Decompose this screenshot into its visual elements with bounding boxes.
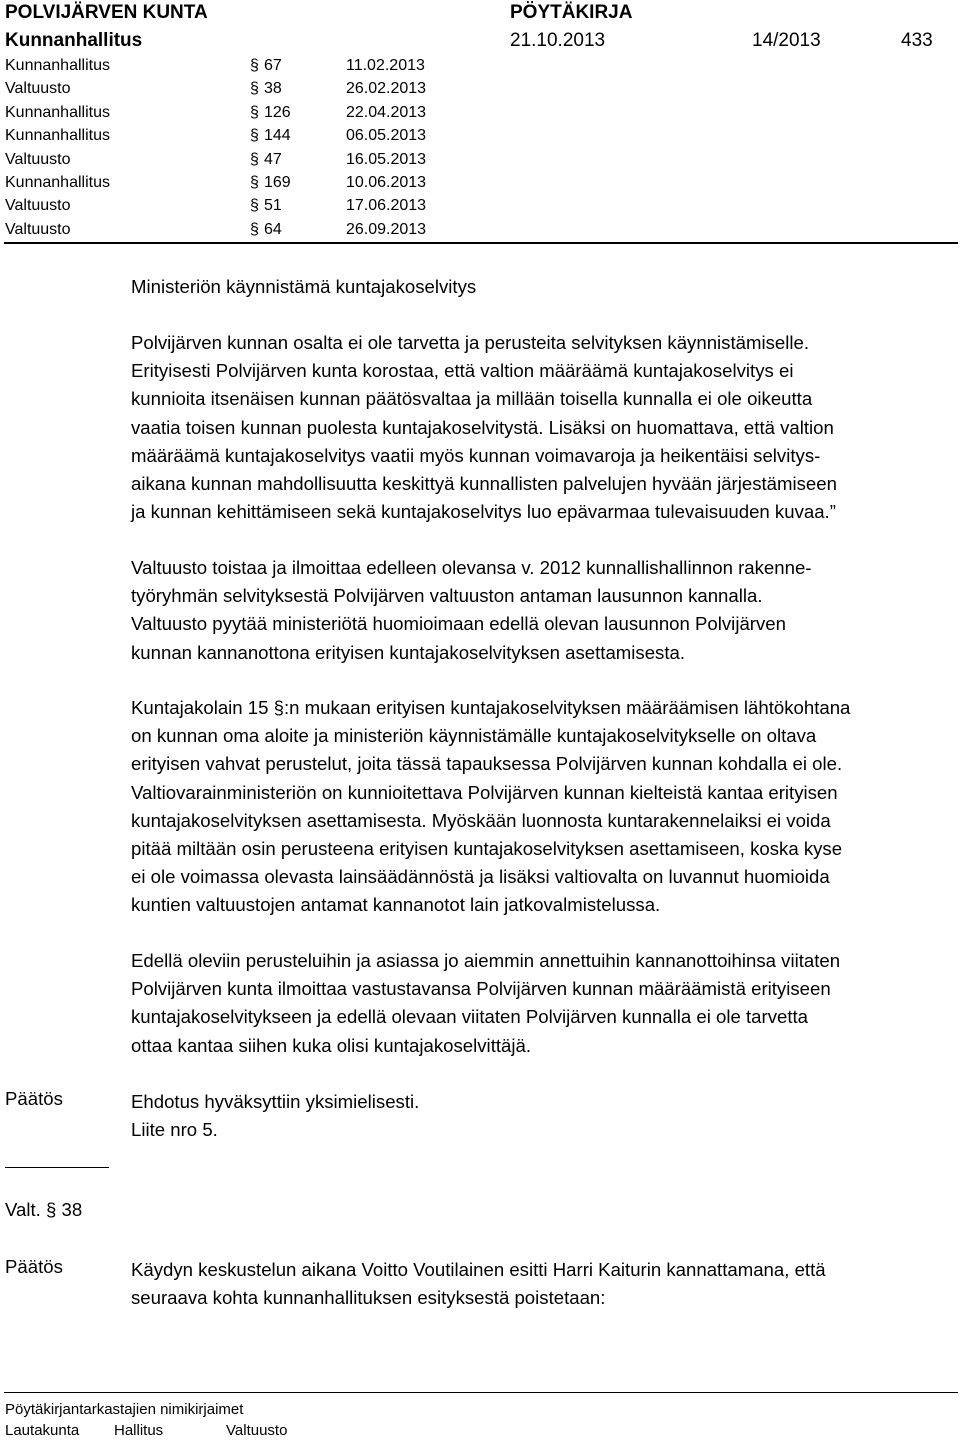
history-organ: Kunnanhallitus: [5, 57, 110, 74]
history-date: 10.06.2013: [346, 174, 427, 191]
history-date: 22.04.2013: [346, 103, 427, 121]
paragraph-line: ei ole voimassa olevasta lainsäädännöstä ja lisäksi valtiovalta on luvannut huomioida: [131, 866, 830, 888]
paragraph-line: Kuntajakolain 15 §:n mukaan erityisen kuntajakoselvityksen määräämisen lähtökohtana: [131, 697, 851, 718]
paragraph-line: määräämä kuntajakoselvitys vaatii myös kunnan voimavaroja ja heikentäisi selvitys-: [131, 444, 821, 466]
history-section-number: 47: [264, 150, 282, 168]
footer-col-council: Valtuusto: [226, 1422, 288, 1439]
paragraph-line: Valtuusto toistaa ja ilmoittaa edelleen olevansa v. 2012 kunnallishallinnon rakenne-: [131, 557, 812, 578]
history-organ: Valtuusto: [5, 197, 71, 215]
paragraph-line: ottaa kantaa siihen kuka olisi kuntajakoselvittäjä.: [131, 1034, 532, 1056]
paragraph-line: Polvijärven kunta ilmoittaa vastustavansa Polvijärven kunnan määräämistä erityiseen: [131, 978, 831, 1000]
decision-label: Päätös: [5, 1088, 63, 1109]
footer-col-board: Lautakunta: [5, 1422, 80, 1439]
section-sign: §: [250, 174, 259, 191]
section-sign: §: [250, 103, 259, 121]
decision-2-text: [131, 1256, 951, 1312]
paragraph-line: aikana kunnan mahdollisuutta keskittyä kunnallisten palvelujen hyvään järjestämiseen: [131, 473, 837, 495]
history-organ: Valtuusto: [5, 150, 71, 168]
section-sign: §: [250, 220, 259, 238]
history-section-number: 38: [264, 80, 282, 98]
history-organ: Valtuusto: [5, 220, 71, 238]
paragraph-line: pitää miltään osin perusteena erityisen kuntajakoselvityksen asettamiseen, koska kyse: [131, 838, 843, 860]
paragraph-line: Polvijärven kunnan osalta ei ole tarvetta ja perusteita selvityksen käynnistämiselle.: [131, 332, 809, 353]
municipality-name: POLVIJÄRVEN KUNTA: [5, 2, 208, 23]
paragraph-line: kunnan kannanottona erityisen kuntajakoselvityksen asettamisesta.: [131, 641, 686, 663]
paragraph-line: kuntajakoselvityksen asettamisesta. Myöskään luonnosta kuntarakennelaiksi ei voida: [131, 809, 831, 831]
paragraph-line: kuntien valtuustojen antamat kannanotot lain jatkovalmistelussa.: [131, 894, 661, 916]
paragraph-line: ja kunnan kehittämiseen sekä kuntajakoselvitys luo epävarmaa tulevaisuuden kuvaa.”: [131, 501, 836, 523]
history-organ: Kunnanhallitus: [5, 127, 110, 145]
council-reference: Valt. § 38: [5, 1199, 83, 1220]
history-section-number: 126: [264, 103, 291, 121]
decision-line: Käydyn keskustelun aikana Voitto Voutilainen esitti Harri Kaiturin kannattamana, että: [131, 1259, 826, 1280]
section-sign: §: [250, 80, 259, 98]
governing-body: Kunnanhallitus: [5, 30, 143, 51]
paragraph-line: Edellä oleviin perusteluihin ja asiassa jo aiemmin annettuihin kannanottoihinsa viitaten: [131, 950, 841, 971]
history-section-number: 144: [264, 127, 291, 145]
section-sign: §: [250, 197, 259, 215]
decision-line: Liite nro 5.: [131, 1119, 218, 1141]
header-divider: [4, 242, 958, 244]
decision-label: Päätös: [5, 1256, 63, 1277]
issue-number: 14/2013: [752, 30, 821, 51]
history-date: 06.05.2013: [346, 127, 427, 145]
paragraph-line: Erityisesti Polvijärven kunta korostaa, että valtion määräämä kuntajakoselvitys ei: [131, 360, 794, 382]
history-date: 26.09.2013: [346, 220, 427, 238]
history-date: 26.02.2013: [346, 80, 427, 98]
history-date: 11.02.2013: [346, 57, 425, 74]
footer-col-executive: Hallitus: [114, 1422, 164, 1439]
paragraph-line: kunnioita itsenäisen kunnan päätösvaltaa ja millään toisella kunnalla ei ole oikeutta: [131, 388, 813, 410]
history-section-number: 51: [264, 197, 282, 215]
paragraph-line: on kunnan oma aloite ja ministeriön käynnistämälle kuntajakoselvitykselle on oltava: [131, 725, 817, 747]
history-organ: Kunnanhallitus: [5, 103, 110, 121]
section-sign: §: [250, 57, 259, 74]
signature-underline: [5, 1167, 109, 1168]
history-date: 16.05.2013: [346, 150, 427, 168]
footer-divider: [4, 1392, 958, 1393]
history-section-number: 64: [264, 220, 282, 238]
paragraph-1: [131, 329, 951, 526]
section-sign: §: [250, 150, 259, 168]
section-sign: §: [250, 127, 259, 145]
history-date: 17.06.2013: [346, 197, 427, 215]
paragraph-2: [131, 554, 951, 667]
paragraph-line: erityisen vahvat perustelut, joita tässä tapauksessa Polvijärven kunnan kohdalla ei ole.: [131, 753, 843, 775]
history-organ: Valtuusto: [5, 80, 71, 98]
paragraph-line: Valtuusto pyytää ministeriötä huomioimaan edellä olevan lausunnon Polvijärven: [131, 613, 786, 635]
history-organ: Kunnanhallitus: [5, 174, 110, 191]
agenda-item-title: Ministeriön käynnistämä kuntajakoselvitys: [131, 276, 477, 297]
paragraph-4: [131, 947, 951, 1060]
page-number: 433: [901, 30, 933, 51]
paragraph-3: [131, 694, 951, 920]
decision-line: seuraava kohta kunnanhallituksen esityksestä poistetaan:: [131, 1287, 606, 1309]
document-type: PÖYTÄKIRJA: [510, 2, 633, 23]
footer-title: Pöytäkirjantarkastajien nimikirjaimet: [5, 1401, 244, 1418]
paragraph-line: Valtiovarainministeriön on kunnioitettava Polvijärven kunnan kielteistä kantaa erityisen: [131, 781, 838, 803]
history-section-number: 169: [264, 174, 291, 191]
decision-1-text: [131, 1088, 951, 1144]
decision-line: Ehdotus hyväksyttiin yksimielisesti.: [131, 1091, 420, 1112]
meeting-date: 21.10.2013: [510, 30, 606, 51]
paragraph-line: työryhmän selvityksestä Polvijärven valtuuston antaman lausunnon kannalla.: [131, 585, 763, 607]
paragraph-line: vaatia toisen kunnan puolesta kuntajakoselvitystä. Lisäksi on huomattava, että valtion: [131, 416, 834, 438]
history-section-number: 67: [264, 57, 282, 74]
paragraph-line: kuntajakoselvitykseen ja edellä olevaan viitaten Polvijärven kunnalla ei ole tarvetta: [131, 1006, 809, 1028]
